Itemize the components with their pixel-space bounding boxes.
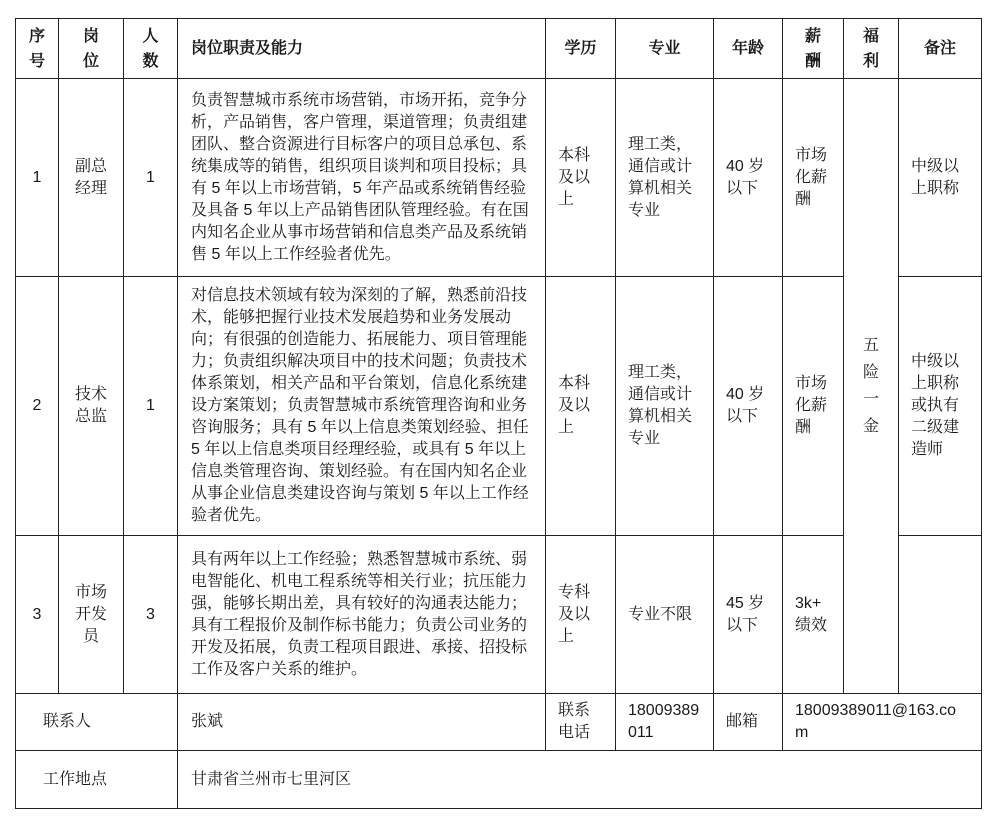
row3-major: 专业不限	[616, 536, 714, 694]
col-header-position	[59, 19, 124, 79]
row1-duty: 负责智慧城市系统市场营销，市场开拓，竞争分析，产品销售，客户管理，渠道管理；负责组建团队、整合资源进行目标客户的项目总承包、系统集成等的销售，组织项目谈判和项目投标；具有 5 年以上市场营销，5 年产品或系统销售经验及具备 5 年以上产品销售团队管理经验。有在国内知名企业从事市场营销和信息类产品及系统销售 5 年以上工作经验者优先。	[178, 79, 546, 277]
col-header-duty: 岗位职责及能力	[178, 19, 546, 79]
contact-email-value: 18009389011@163.com	[783, 694, 982, 751]
row3-count: 3	[124, 536, 178, 694]
location-row	[16, 751, 982, 809]
row3-remark	[899, 536, 982, 694]
col-header-count-label: 人数	[142, 27, 159, 70]
contact-row	[16, 694, 982, 751]
row3-salary: 3k+绩效	[783, 536, 844, 694]
col-header-welfare-label: 福利	[862, 27, 879, 70]
contact-email-label: 邮箱	[714, 694, 783, 751]
row2-seq: 2	[16, 277, 59, 536]
row1-major: 理工类，通信或计算机相关专业	[616, 79, 714, 277]
row2-duty: 对信息技术领域有较为深刻的了解，熟悉前沿技术，能够把握行业技术发展趋势和业务发展动向；有很强的创造能力、拓展能力、项目管理能力；负责组织解决项目中的技术问题；负责技术体系策划，相关产品和平台策划，信息化系统建设方案策划；负责智慧城市系统管理咨询和业务咨询服务；具有 5 年以上信息类策划经验、担任 5 年以上信息类项目经理经验，或具有 5 年以上信息类管理咨询、策划经验。有在国内知名企业从事企业信息类建设咨询与策划 5 年以上工作经验者优先。	[178, 277, 546, 536]
col-header-major: 专业	[616, 19, 714, 79]
welfare-merged-cell	[844, 79, 899, 694]
row1-remark: 中级以上职称	[899, 79, 982, 277]
row1-salary: 市场化薪酬	[783, 79, 844, 277]
col-header-age: 年龄	[714, 19, 783, 79]
welfare-merged-text: 五险一金	[862, 337, 879, 435]
row3-age: 45 岁以下	[714, 536, 783, 694]
row3-seq: 3	[16, 536, 59, 694]
col-header-seq-label: 序号	[28, 27, 45, 70]
col-header-salary	[783, 19, 844, 79]
col-header-position-label: 岗位	[82, 27, 99, 70]
row1-count: 1	[124, 79, 178, 277]
row3-position: 市场开发员	[59, 536, 124, 694]
row2-education: 本科及以上	[546, 277, 616, 536]
row2-position: 技术总监	[59, 277, 124, 536]
contact-phone-label: 联系电话	[546, 694, 616, 751]
row2-remark: 中级以上职称或执有二级建造师	[899, 277, 982, 536]
job-posting-table	[15, 18, 982, 809]
contact-label: 联系人	[16, 694, 178, 751]
row1-education: 本科及以上	[546, 79, 616, 277]
row3-duty: 具有两年以上工作经验；熟悉智慧城市系统、弱电智能化、机电工程系统等相关行业；抗压能力强，能够长期出差，具有较好的沟通表达能力；具有工程报价及制作标书能力；负责公司业务的开发及拓展，负责工程项目跟进、承接、招投标工作及客户关系的维护。	[178, 536, 546, 694]
row2-count: 1	[124, 277, 178, 536]
row3-education: 专科及以上	[546, 536, 616, 694]
job-row-2	[16, 277, 982, 536]
row2-major: 理工类，通信或计算机相关专业	[616, 277, 714, 536]
col-header-welfare	[844, 19, 899, 79]
row2-salary: 市场化薪酬	[783, 277, 844, 536]
col-header-remark: 备注	[899, 19, 982, 79]
job-row-3	[16, 536, 982, 694]
row1-position: 副总经理	[59, 79, 124, 277]
col-header-education: 学历	[546, 19, 616, 79]
row1-age: 40 岁以下	[714, 79, 783, 277]
location-value: 甘肃省兰州市七里河区	[178, 751, 982, 809]
contact-name: 张斌	[178, 694, 546, 751]
job-row-1	[16, 79, 982, 277]
col-header-salary-label: 薪酬	[804, 27, 821, 70]
table-header-row	[16, 19, 982, 79]
location-label: 工作地点	[16, 751, 178, 809]
row1-seq: 1	[16, 79, 59, 277]
col-header-seq	[16, 19, 59, 79]
row2-age: 40 岁以下	[714, 277, 783, 536]
contact-phone-value: 18009389011	[616, 694, 714, 751]
col-header-count	[124, 19, 178, 79]
